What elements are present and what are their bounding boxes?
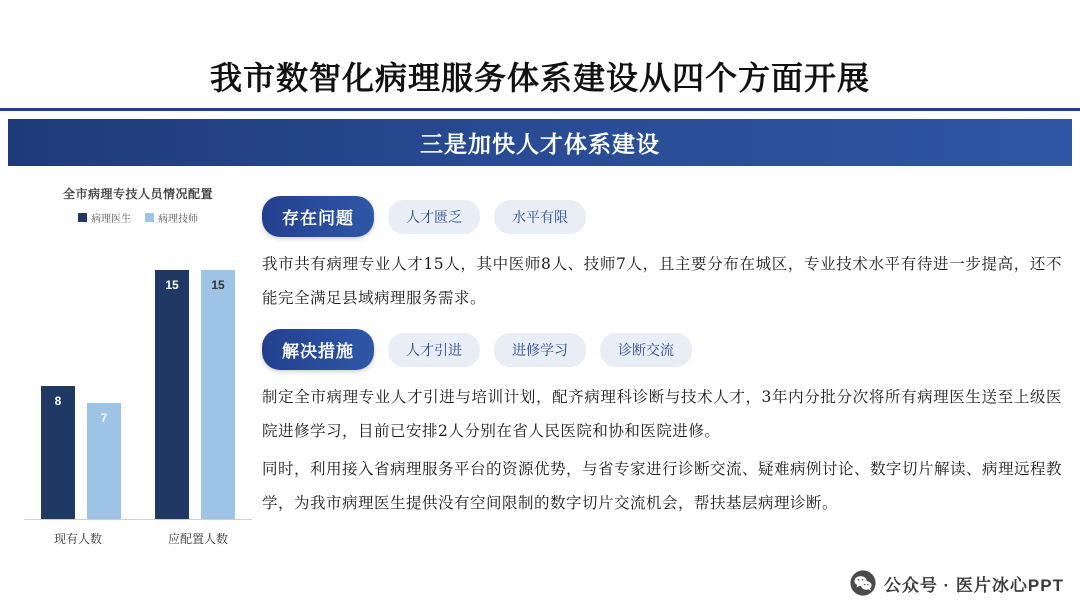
measure-pill: 解决措施 [262,329,374,370]
bar-value-current-technicians: 7 [100,411,108,425]
legend-swatch-doctors [78,213,87,222]
watermark [850,570,1064,596]
content-column [262,196,1062,534]
chart-legend [18,210,258,225]
wechat-icon [850,570,876,596]
page-title-wrap [0,58,1080,98]
title-divider [0,108,1080,111]
measure-tag-3: 诊断交流 [600,333,692,367]
measure-tag-row [262,329,1062,370]
bar-col-current-technicians [87,411,121,520]
bar-value-required-technicians: 15 [211,278,225,292]
bar-group-required [155,278,235,520]
problem-tag-row [262,196,1062,237]
chart-x-axis [24,519,252,520]
page-title: 我市数智化病理服务体系建设从四个方面开展 [209,59,870,97]
legend-swatch-technicians [145,213,154,222]
legend-item-technicians [145,210,198,225]
section-banner [8,119,1072,166]
bar-value-current-doctors: 8 [54,394,62,408]
measure-paragraph-1: 制定全市病理专业人才引进与培训计划，配齐病理科诊断与技术人才，3年内分批分次将所有病理医生送至上级医院进修学习，目前已安排2人分别在省人民医院和协和医院进修。 [262,388,1062,440]
chart-category-labels [18,530,258,547]
chart-category-required: 应配置人数 [167,532,228,546]
bar-required-technicians [201,270,235,520]
measure-tag-1: 人才引进 [388,333,480,367]
bar-group-current [41,394,121,520]
measure-tag-2: 进修学习 [494,333,586,367]
chart-plot-area [24,235,252,520]
watermark-text: 公众号 · 医片冰心PPT [883,575,1064,595]
problem-tag-1: 人才匮乏 [388,200,480,234]
problem-pill: 存在问题 [262,196,374,237]
staffing-bar-chart [18,185,258,575]
bar-col-required-technicians [201,278,235,520]
problem-paragraph: 我市共有病理专业人才15人，其中医师8人、技师7人，且主要分布在城区，专业技术水平有待进一步提高，还不能完全满足县域病理服务需求。 [262,255,1062,307]
measure-paragraph-2: 同时，利用接入省病理服务平台的资源优势，与省专家进行诊断交流、疑难病例讨论、数字切片解读、病理远程教学，为我市病理医生提供没有空间限制的数字切片交流机会，帮扶基层病理诊断。 [262,460,1063,512]
bar-required-doctors [155,270,189,520]
section-banner-label: 三是加快人才体系建设 [420,132,660,158]
bar-value-required-doctors: 15 [165,278,179,292]
problem-tag-2: 水平有限 [494,200,586,234]
bar-col-required-doctors [155,278,189,520]
legend-item-doctors [78,210,131,225]
bar-col-current-doctors [41,394,75,520]
legend-label-doctors: 病理医生 [91,214,131,225]
chart-title: 全市病理专技人员情况配置 [62,187,213,201]
legend-label-technicians: 病理技师 [158,214,198,225]
chart-bar-groups [24,235,252,520]
chart-category-current: 现有人数 [53,532,102,546]
